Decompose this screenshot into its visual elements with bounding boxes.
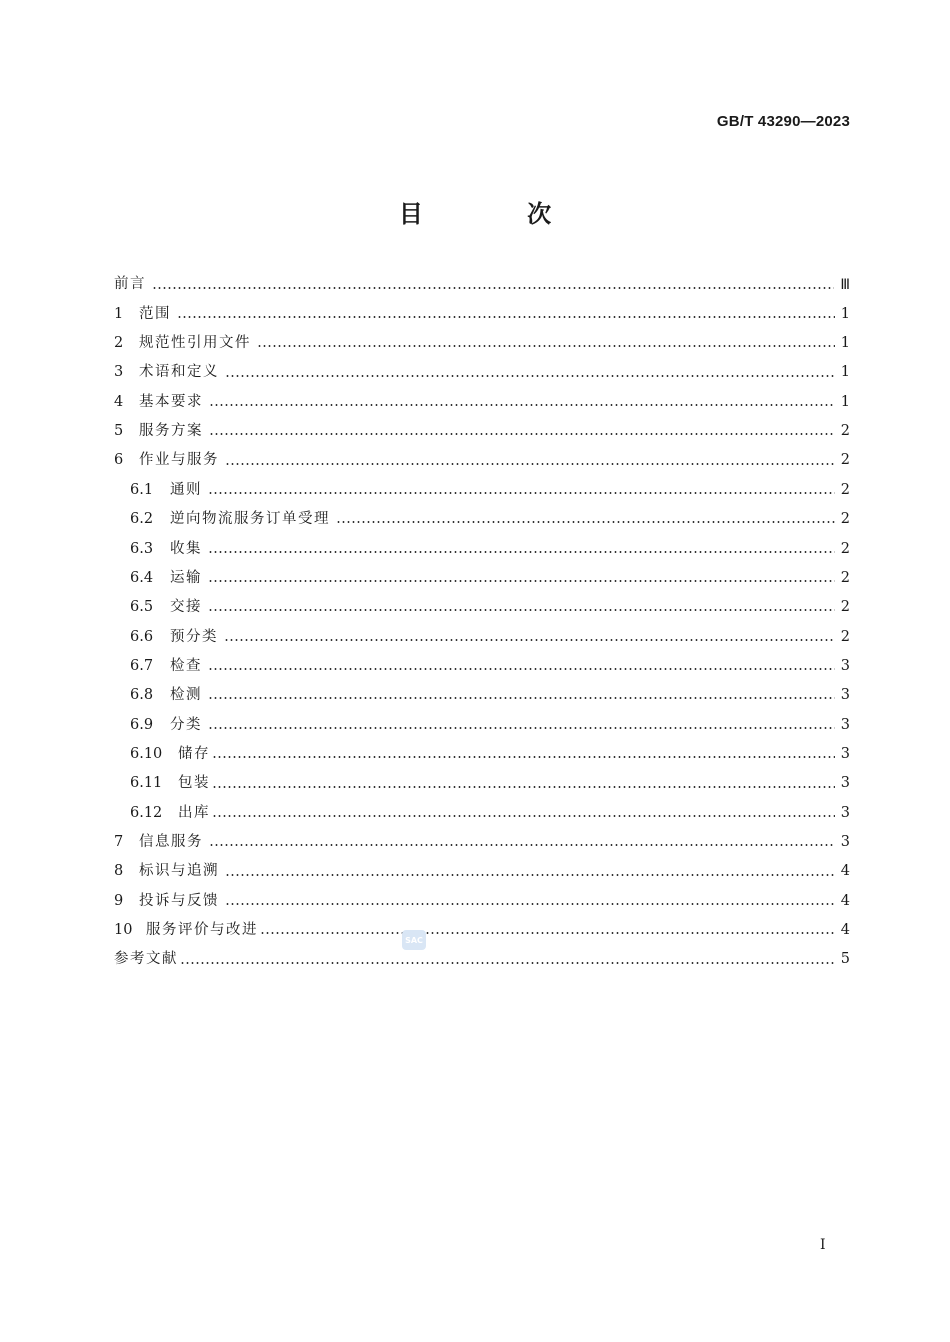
toc-entry-number: 3 — [114, 364, 124, 381]
dot-leader — [209, 844, 835, 846]
toc-entry-4[interactable] — [114, 387, 850, 416]
toc-entry-6-11[interactable] — [114, 769, 850, 798]
dot-leader — [336, 521, 835, 523]
dot-leader — [208, 580, 835, 582]
toc-entry-title: 运输 — [170, 569, 202, 586]
toc-entry-page: 1 — [840, 305, 850, 322]
toc-entry-title: 收集 — [170, 540, 202, 557]
standard-code: GB/T 43290—2023 — [716, 113, 850, 130]
toc-entry-number: 6.5 — [130, 599, 154, 616]
dot-leader — [225, 375, 835, 377]
toc-entry-6-7[interactable] — [114, 651, 850, 680]
toc-entry-page: 4 — [840, 921, 850, 938]
toc-entry-title: 投诉与反馈 — [139, 892, 219, 909]
toc-title: 目 次 — [398, 200, 600, 228]
toc-entry-page: 2 — [840, 452, 850, 469]
toc-entry-title: 信息服务 — [139, 833, 203, 850]
table-of-contents — [114, 270, 850, 974]
toc-entry-6-12[interactable] — [114, 798, 850, 827]
toc-entry-6-6[interactable] — [114, 622, 850, 651]
toc-entry-title: 出库 — [178, 804, 210, 821]
sac-watermark-logo: SAC — [402, 930, 426, 950]
toc-entry-page: 5 — [840, 951, 850, 968]
toc-entry-title: 参考文献 — [114, 951, 178, 968]
toc-entry-page: 3 — [840, 775, 850, 792]
toc-entry-6-2[interactable] — [114, 505, 850, 534]
toc-entry-title: 服务评价与改进 — [146, 921, 258, 938]
toc-entry-title: 前言 — [114, 276, 146, 293]
dot-leader — [225, 463, 835, 465]
dot-leader — [180, 962, 835, 964]
toc-entry-page: 3 — [840, 716, 850, 733]
toc-entry-title: 基本要求 — [139, 393, 203, 410]
toc-entry-1[interactable] — [114, 299, 850, 328]
dot-leader — [208, 492, 835, 494]
toc-entry-5[interactable] — [114, 417, 850, 446]
toc-entry-title: 储存 — [178, 745, 210, 762]
toc-entry-number: 6 — [114, 452, 124, 469]
toc-entry-3[interactable] — [114, 358, 850, 387]
dot-leader — [208, 668, 835, 670]
toc-entry-title: 逆向物流服务订单受理 — [170, 511, 330, 528]
toc-entry-title: 范围 — [139, 305, 171, 322]
toc-entry-page: 2 — [840, 569, 850, 586]
toc-entry-page: 1 — [840, 364, 850, 381]
toc-entry-title: 通则 — [170, 481, 202, 498]
dot-leader — [225, 874, 835, 876]
toc-entry-page: 2 — [840, 599, 850, 616]
toc-entry-page: 2 — [840, 511, 850, 528]
toc-entry-title: 术语和定义 — [139, 364, 219, 381]
toc-entry-6-8[interactable] — [114, 681, 850, 710]
toc-entry-number: 6.10 — [130, 745, 163, 762]
toc-entry-6-9[interactable] — [114, 710, 850, 739]
toc-entry-10[interactable] — [114, 916, 850, 945]
toc-entry-number: 6.9 — [130, 716, 154, 733]
dot-leader — [208, 551, 835, 553]
toc-entry-6[interactable] — [114, 446, 850, 475]
toc-entry-page: 3 — [840, 745, 850, 762]
toc-entry-page: 2 — [840, 481, 850, 498]
toc-entry-number: 6.1 — [130, 481, 154, 498]
toc-entry-page: 3 — [840, 804, 850, 821]
toc-entry-number: 5 — [114, 423, 124, 440]
dot-leader — [209, 433, 835, 435]
toc-entry-number: 6.4 — [130, 569, 154, 586]
toc-entry-6-10[interactable] — [114, 740, 850, 769]
toc-entry-title: 交接 — [170, 599, 202, 616]
toc-entry-number: 10 — [114, 921, 133, 938]
dot-leader — [224, 639, 835, 641]
toc-entry-number: 6.3 — [130, 540, 154, 557]
toc-entry-page: Ⅲ — [840, 276, 850, 293]
toc-entry-title: 标识与追溯 — [139, 863, 219, 880]
toc-entry-number: 4 — [114, 393, 124, 410]
dot-leader — [212, 756, 835, 758]
toc-entry-8[interactable] — [114, 857, 850, 886]
toc-entry-number: 1 — [114, 305, 124, 322]
toc-entry-number: 6.8 — [130, 687, 154, 704]
toc-entry-title: 检查 — [170, 657, 202, 674]
dot-leader — [257, 345, 835, 347]
toc-entry-number: 6.11 — [130, 775, 163, 792]
toc-entry-page: 3 — [840, 687, 850, 704]
dot-leader — [225, 903, 835, 905]
dot-leader — [177, 316, 835, 318]
dot-leader — [208, 727, 835, 729]
toc-entry-title: 规范性引用文件 — [139, 335, 251, 352]
toc-entry-references[interactable] — [114, 945, 850, 974]
toc-entry-title: 服务方案 — [139, 423, 203, 440]
toc-entry-page: 1 — [840, 335, 850, 352]
toc-entry-title: 分类 — [170, 716, 202, 733]
toc-entry-number: 6.12 — [130, 804, 163, 821]
toc-entry-foreword[interactable] — [114, 270, 850, 299]
dot-leader — [212, 815, 835, 817]
toc-entry-page: 4 — [840, 892, 850, 909]
dot-leader — [212, 786, 835, 788]
toc-entry-number: 6.6 — [130, 628, 154, 645]
toc-entry-number: 6.7 — [130, 657, 154, 674]
toc-entry-page: 4 — [840, 863, 850, 880]
page-number: I — [820, 1237, 826, 1253]
toc-entry-title: 检测 — [170, 687, 202, 704]
toc-entry-title: 作业与服务 — [139, 452, 219, 469]
toc-entry-6-5[interactable] — [114, 593, 850, 622]
dot-leader — [260, 932, 835, 934]
toc-entry-number: 9 — [114, 892, 124, 909]
dot-leader — [208, 609, 835, 611]
toc-entry-6-1[interactable] — [114, 475, 850, 504]
toc-entry-9[interactable] — [114, 886, 850, 915]
toc-entry-number: 6.2 — [130, 511, 154, 528]
toc-entry-title: 包装 — [178, 775, 210, 792]
toc-entry-page: 2 — [840, 423, 850, 440]
toc-entry-page: 2 — [840, 628, 850, 645]
toc-entry-page: 3 — [840, 657, 850, 674]
toc-entry-6-4[interactable] — [114, 563, 850, 592]
toc-entry-number: 2 — [114, 335, 124, 352]
toc-entry-page: 1 — [840, 393, 850, 410]
dot-leader — [208, 697, 835, 699]
toc-entry-7[interactable] — [114, 828, 850, 857]
toc-entry-2[interactable] — [114, 329, 850, 358]
toc-entry-number: 8 — [114, 863, 124, 880]
dot-leader — [209, 404, 835, 406]
toc-entry-6-3[interactable] — [114, 534, 850, 563]
toc-entry-number: 7 — [114, 833, 124, 850]
dot-leader — [152, 287, 834, 289]
toc-entry-page: 2 — [840, 540, 850, 557]
toc-entry-page: 3 — [840, 833, 850, 850]
toc-entry-title: 预分类 — [170, 628, 218, 645]
